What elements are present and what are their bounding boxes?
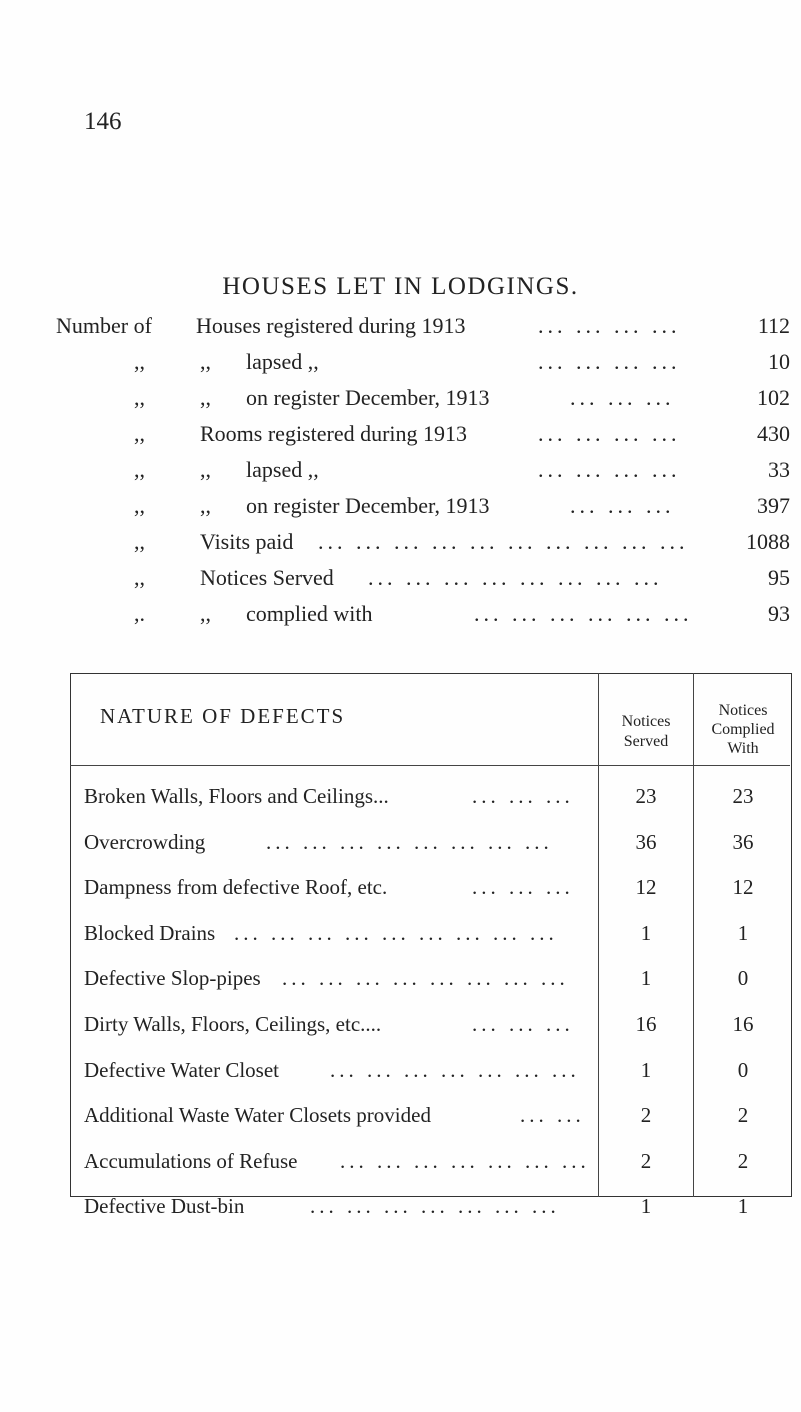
table-row bbox=[70, 784, 790, 820]
stat-label: on register December, 1913 bbox=[246, 493, 490, 518]
notices-complied-value: 2 bbox=[737, 1148, 749, 1173]
leader-dots: ... ... ... bbox=[472, 1012, 574, 1036]
stat-label: Visits paid bbox=[200, 529, 294, 554]
notices-served-value: 23 bbox=[635, 784, 657, 808]
notices-served-value: 1 bbox=[640, 1194, 652, 1219]
leader-dots: ... ... ... ... ... ... ... ... ... bbox=[234, 920, 558, 945]
stat-row-houses-registered bbox=[56, 313, 796, 349]
leader-dots: ... ... ... ... ... ... ... ... bbox=[282, 966, 569, 991]
page-number: 146 bbox=[84, 108, 122, 135]
stat-row-visits-paid bbox=[56, 529, 796, 565]
stat-label: Rooms registered during 1913 bbox=[200, 421, 468, 446]
leader-dots: ... ... ... bbox=[472, 784, 574, 808]
leader-dots: ... ... ... ... ... ... ... bbox=[330, 1057, 580, 1082]
stat-row-rooms-lapsed bbox=[56, 457, 796, 493]
leader-dots: ... ... ... bbox=[570, 385, 675, 410]
stat-row-houses-on-register bbox=[56, 385, 796, 421]
stat-label: on register December, 1913 bbox=[246, 385, 490, 410]
leader-dots: ... ... ... ... bbox=[538, 313, 681, 338]
defect-name: Blocked Drains bbox=[84, 920, 216, 945]
stat-ditto: ,, bbox=[200, 349, 211, 374]
stat-value: 102 bbox=[757, 385, 790, 410]
notices-complied-value: 0 bbox=[737, 966, 749, 991]
defect-name: Broken Walls, Floors and Ceilings... bbox=[84, 784, 389, 808]
stat-row-rooms-on-register bbox=[56, 493, 796, 529]
notices-complied-value: 16 bbox=[732, 1012, 754, 1036]
defect-name: Defective Slop-pipes bbox=[84, 966, 261, 991]
notices-complied-value: 36 bbox=[732, 829, 754, 854]
leader-dots: ... ... ... ... ... ... ... ... bbox=[266, 829, 553, 854]
stat-label: lapsed ,, bbox=[246, 349, 319, 374]
notices-complied-value: 23 bbox=[732, 784, 754, 808]
table-row bbox=[70, 830, 790, 866]
notices-served-value: 2 bbox=[640, 1148, 652, 1173]
stat-prefix: Number of bbox=[56, 313, 152, 338]
table-row bbox=[70, 875, 790, 911]
stat-prefix: ,, bbox=[134, 565, 145, 590]
notices-complied-value: 12 bbox=[732, 875, 754, 900]
header-divider bbox=[70, 765, 790, 766]
stat-prefix: ,, bbox=[134, 349, 145, 374]
stat-ditto: ,, bbox=[200, 457, 211, 482]
defect-name: Dirty Walls, Floors, Ceilings, etc.... bbox=[84, 1012, 382, 1036]
header-notices-complied: Notices Complied With bbox=[711, 702, 775, 757]
table-row bbox=[70, 1058, 790, 1094]
defect-name: Overcrowding bbox=[84, 829, 206, 854]
defect-name: Additional Waste Water Closets provided bbox=[84, 1103, 431, 1128]
defect-name: Defective Water Closet bbox=[84, 1057, 280, 1082]
notices-complied-value: 1 bbox=[737, 1194, 749, 1219]
notices-complied-value: 0 bbox=[737, 1057, 749, 1082]
leader-dots: ... ... ... ... ... ... ... ... bbox=[368, 565, 663, 590]
leader-dots: ... ... ... bbox=[472, 875, 574, 900]
leader-dots: ... ... ... ... bbox=[538, 457, 681, 482]
stat-prefix: ,, bbox=[134, 529, 145, 554]
leader-dots: ... ... ... ... ... ... bbox=[474, 601, 693, 626]
leader-dots: ... ... ... ... ... ... ... bbox=[310, 1194, 560, 1219]
table-row bbox=[70, 1012, 790, 1048]
stat-label: Notices Served bbox=[200, 565, 334, 590]
header-notices-served: Notices Served bbox=[621, 713, 671, 750]
stat-row-notices-served bbox=[56, 565, 796, 601]
notices-served-value: 1 bbox=[640, 920, 652, 945]
leader-dots: ... ... ... ... bbox=[538, 421, 681, 446]
notices-served-value: 2 bbox=[640, 1103, 652, 1128]
defects-table bbox=[70, 673, 792, 1197]
stat-label: lapsed ,, bbox=[246, 457, 319, 482]
leader-dots: ... ... ... bbox=[570, 493, 675, 518]
table-row bbox=[70, 1194, 790, 1230]
stat-prefix: ,, bbox=[134, 457, 145, 482]
stat-prefix: ,, bbox=[134, 493, 145, 518]
leader-dots: ... ... ... ... ... ... ... bbox=[340, 1148, 590, 1173]
notices-served-value: 36 bbox=[635, 829, 657, 854]
table-row bbox=[70, 966, 790, 1002]
stat-prefix: ,. bbox=[134, 601, 145, 626]
page-title: HOUSES LET IN LODGINGS. bbox=[222, 273, 579, 300]
stat-value: 93 bbox=[768, 601, 790, 626]
table-row bbox=[70, 1103, 790, 1139]
defect-name: Dampness from defective Roof, etc. bbox=[84, 875, 388, 900]
defect-name: Accumulations of Refuse bbox=[84, 1148, 298, 1173]
stat-label: complied with bbox=[246, 601, 373, 626]
stat-value: 1088 bbox=[746, 529, 790, 554]
stat-label: Houses registered during 1913 bbox=[196, 313, 466, 338]
notices-served-value: 12 bbox=[635, 875, 657, 900]
leader-dots: ... ... ... ... ... ... ... ... ... ... bbox=[318, 529, 689, 554]
stat-row-rooms-registered bbox=[56, 421, 796, 457]
notices-served-value: 1 bbox=[640, 966, 652, 991]
header-nature-of-defects: NATURE OF DEFECTS bbox=[100, 704, 346, 728]
stat-value: 33 bbox=[768, 457, 790, 482]
stat-row-notices-complied bbox=[56, 601, 796, 637]
table-border-right bbox=[791, 673, 792, 1197]
stat-value: 397 bbox=[757, 493, 790, 518]
table-row bbox=[70, 921, 790, 957]
notices-served-value: 16 bbox=[635, 1012, 657, 1036]
stat-value: 430 bbox=[757, 421, 790, 446]
stat-prefix: ,, bbox=[134, 385, 145, 410]
stat-ditto: ,, bbox=[200, 493, 211, 518]
stat-value: 112 bbox=[757, 313, 790, 338]
stat-value: 10 bbox=[768, 349, 790, 374]
stats-list bbox=[56, 313, 796, 637]
notices-complied-value: 2 bbox=[737, 1103, 749, 1128]
defect-name: Defective Dust-bin bbox=[84, 1194, 245, 1219]
stat-row-houses-lapsed bbox=[56, 349, 796, 385]
stat-ditto: ,, bbox=[200, 385, 211, 410]
leader-dots: ... ... ... ... bbox=[538, 349, 681, 374]
stat-ditto: ,, bbox=[200, 601, 211, 626]
leader-dots: ... ... bbox=[520, 1103, 585, 1128]
notices-served-value: 1 bbox=[640, 1057, 652, 1082]
notices-complied-value: 1 bbox=[737, 920, 749, 945]
table-border-top bbox=[70, 673, 792, 674]
table-row bbox=[70, 1149, 790, 1185]
stat-prefix: ,, bbox=[134, 421, 145, 446]
stat-value: 95 bbox=[768, 565, 790, 590]
